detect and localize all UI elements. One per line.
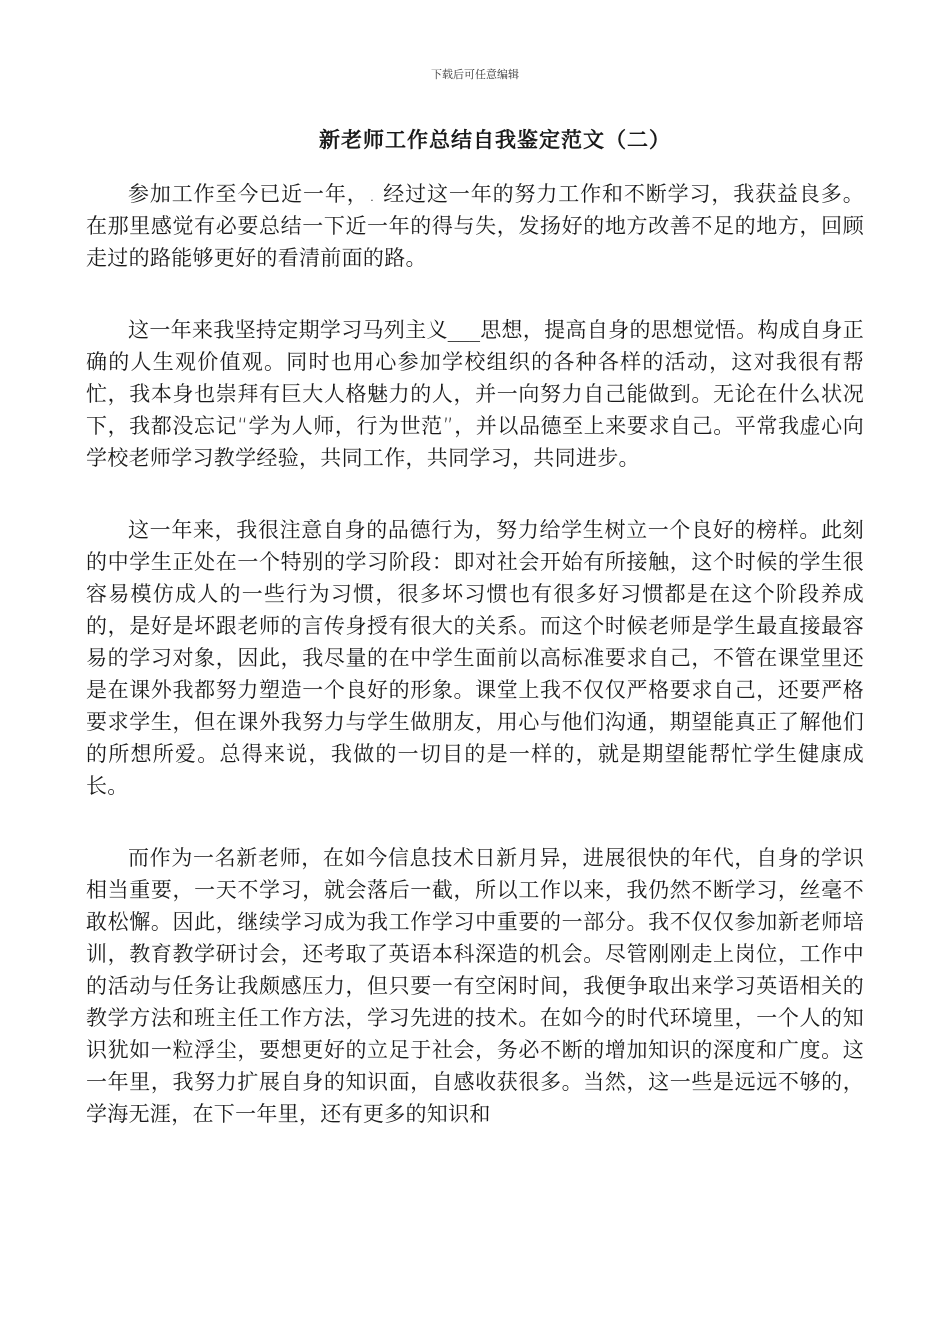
- document-body: [86, 178, 864, 1170]
- header-note: 下载后可任意编辑: [431, 68, 519, 81]
- page-title: 新老师工作总结自我鉴定范文（二）: [319, 128, 671, 152]
- paragraph-4: 而作为一名新老师，在如今信息技术日新月异，进展很快的年代，自身的学识相当重要，一天不学习，就会落后一截，所以工作以来，我仍然不断学习，丝毫不敢松懈。因此，继续学习成为我工作学习中重要的一部分。我不仅仅参加新老师培训，教育教学研讨会，还考取了英语本科深造的机会。尽管刚刚走上岗位，工作中的活动与任务让我颇感压力，但只要一有空闲时间，我便争取出来学习英语相关的教学方法和班主任工作方法，学习先进的技术。在如今的时代环境里，一个人的知识犹如一粒浮尘，要想更好的立足于社会，务必不断的增加知识的深度和广度。这一年里，我努力扩展自身的知识面，自感收获很多。当然，这一些是远远不够的，学海无涯，在下一年里，还有更多的知识和: [86, 846, 864, 1126]
- paragraph-3: 这一年来，我很注意自身的品德行为，努力给学生树立一个良好的榜样。此刻的中学生正处在一个特别的学习阶段：即对社会开始有所接触，这个时候的学生很容易模仿成人的一些行为习惯，很多坏习惯也有很多好习惯都是在这个阶段养成的，是好是坏跟老师的言传身授有很大的关系。而这个时候老师是学生最直接最容易的学习对象，因此，我尽量的在中学生面前以高标准要求自己，不管在课堂里还是在课外我都努力塑造一个良好的形象。课堂上我不仅仅严格要求自己，还要严格要求学生，但在课外我努力与学生做朋友，用心与他们沟通，期望能真正了解他们的所想所爱。总得来说，我做的一切目的是一样的，就是期望能帮忙学生健康成长。: [86, 518, 864, 798]
- paragraph-2: 这一年来我坚持定期学习马列主义___思想，提高自身的思想觉悟。构成自身正确的人生观价值观。同时也用心参加学校组织的各种各样的活动，这对我很有帮忙，我本身也崇拜有巨大人格魅力的人，并一向努力自己能做到。无论在什么状况下，我都没忘记“学为人师，行为世范”，并以品德至上来要求自己。平常我虚心向学校老师学习教学经验，共同工作，共同学习，共同进步。: [86, 318, 864, 470]
- paragraph-1: 参加工作至今已近一年，. 经过这一年的努力工作和不断学习，我获益良多。在那里感觉有必要总结一下近一年的得与失，发扬好的地方改善不足的地方，回顾走过的路能够更好的看清前面的路。: [86, 182, 864, 270]
